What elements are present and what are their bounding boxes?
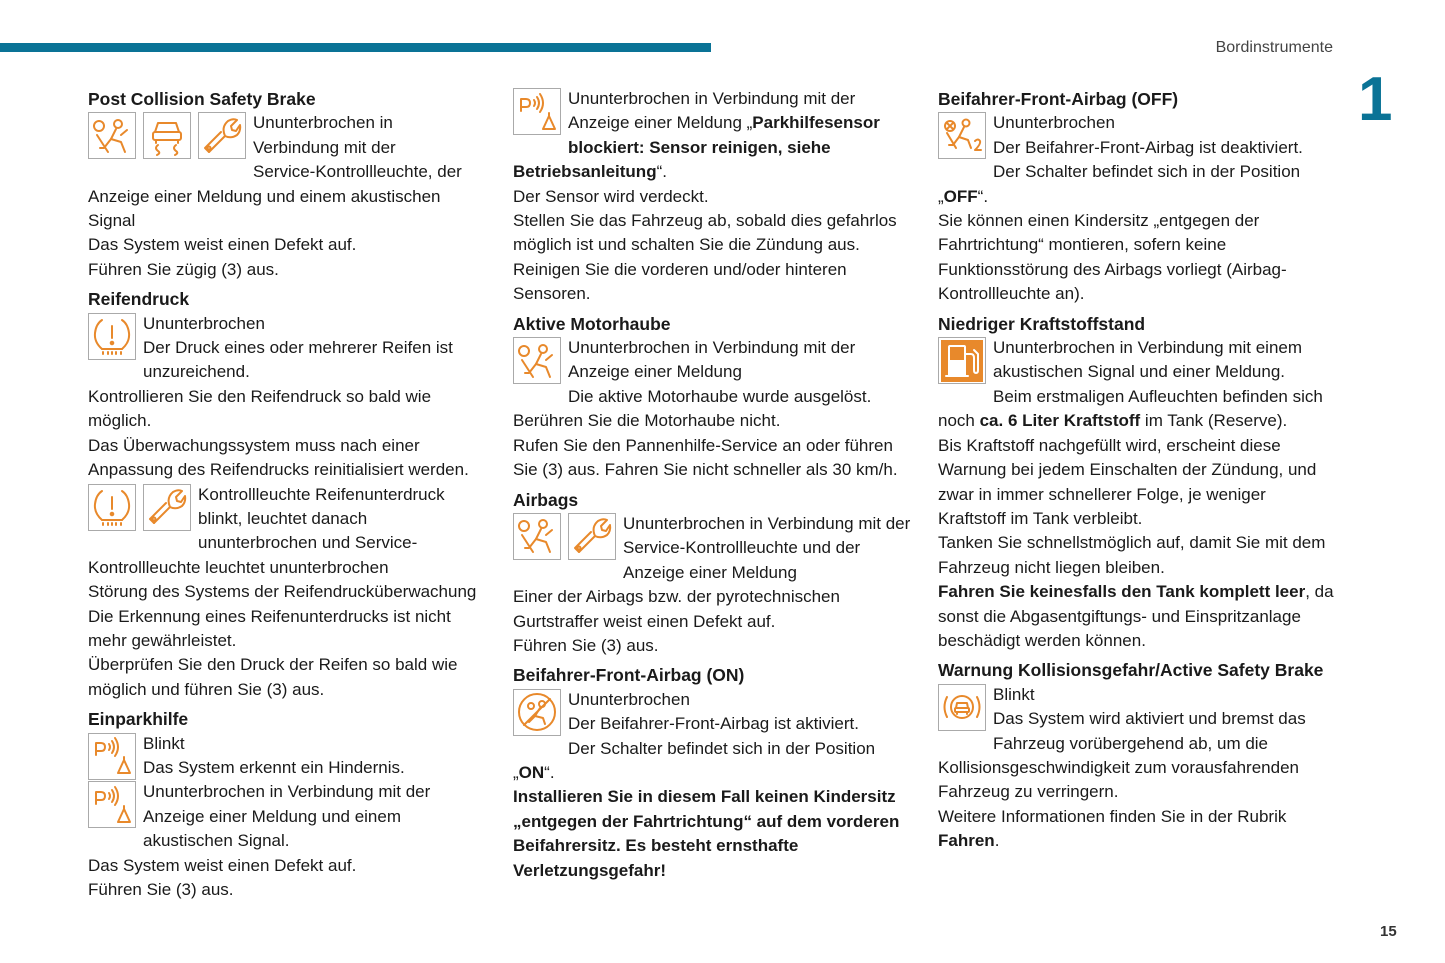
section-heading: Beifahrer-Front-Airbag (ON) [513,665,745,686]
section-body [513,87,913,307]
section-body [938,336,1338,653]
airbag-person-icon [513,337,561,384]
collision-warning-icon [938,684,986,731]
tire-pressure-icon [88,484,136,531]
section-body [88,111,488,282]
paragraph: Das Überwachungssystem muss nach einer Anpassung des Reifendrucks reinitialisiert werden. [88,435,469,480]
header-accent-bar [0,43,711,52]
section-heading: Aktive Motorhaube [513,313,671,334]
section-beifahrer-airbag-on [513,663,913,883]
column-2 [513,87,913,888]
section-heading: Beifahrer-Front-Airbag (OFF) [938,89,1179,109]
section-heading: Post Collision Safety Brake [88,89,316,109]
paragraph: Ununterbrochen [993,113,1115,133]
section-body [938,683,1338,854]
paragraph: Der Beifahrer-Front-Airbag ist deaktiviert. [993,137,1303,157]
icon-group [513,689,561,736]
icon-group [938,684,986,731]
paragraph: Berühren Sie die Motorhaube nicht. [513,411,781,431]
paragraph: Weitere Informationen finden Sie in der Rubrik Fahren. [938,806,1287,851]
paragraph: Der Druck eines oder mehrerer Reifen ist unzureichend. [143,338,453,382]
service-wrench-icon [568,513,616,560]
section-body [513,336,913,482]
icon-group [938,112,986,159]
paragraph: Ununterbrochen in Verbindung mit der Anzeige einer Meldung „Parkhilfesensor blockiert: Sensor reinigen, siehe Betriebsanleitung“. [513,89,880,182]
paragraph: Bis Kraftstoff nachgefüllt wird, erscheint diese Warnung bei jedem Einschalten der Zündung, und zwar in immer schnellerer Folge, je weniger Kraftstoff im Tank verbleibt. [938,435,1317,528]
paragraph: Tanken Sie schnellstmöglich auf, damit Sie mit dem Fahrzeug nicht liegen bleiben. [938,533,1326,577]
paragraph: Rufen Sie den Pannenhilfe-Service an oder führen Sie (3) aus. Fahren Sie nicht schneller als 30 km/h. [513,435,898,480]
paragraph: Das System wird aktiviert und bremst das Fahrzeug vorübergehend ab, um die Kollisionsgeschwindigkeit zum vorausfahrenden Fahrzeug zu verringern. [938,709,1306,802]
paragraph: Ununterbrochen in Verbindung mit der Anzeige einer Meldung [568,338,856,382]
icon-group [88,733,136,780]
icon-group [513,337,561,384]
chapter-number: 1 [1358,65,1393,134]
section-heading: Niedriger Kraftstoffstand [938,313,1146,334]
paragraph: Kontrollieren Sie den Reifendruck so bald wie möglich. [88,386,432,431]
page-number: 15 [1380,923,1397,940]
section-airbags [513,488,913,659]
paragraph: Die aktive Motorhaube wurde ausgelöst. [568,386,872,406]
paragraph: Das System weist einen Defekt auf. [88,235,357,255]
paragraph: Einer der Airbags bzw. der pyrotechnischen Gurtstraffer weist einen Defekt auf. [513,587,840,631]
tire-pressure-icon [88,313,136,360]
paragraph: Überprüfen Sie den Druck der Reifen so bald wie möglich und führen Sie (3) aus. [88,655,458,699]
icon-group [88,484,191,531]
warning-paragraph: Installieren Sie in diesem Fall keinen Kindersitz „entgegen der Fahrtrichtung“ auf dem vorderen Beifahrersitz. Es besteht ernsthafte Verletzungsgefahr! [513,787,900,880]
section-reifendruck [88,287,488,702]
section-heading: Reifendruck [88,289,190,310]
paragraph: Die Erkennung eines Reifenunterdrucks ist nicht mehr gewährleistet. [88,606,451,650]
paragraph: Der Sensor wird verdeckt. [513,186,709,206]
section-heading: Warnung Kollisionsgefahr/Active Safety Brake [938,660,1324,681]
paragraph: Führen Sie zügig (3) aus. [88,259,279,279]
car-skid-icon [143,112,191,159]
paragraph: Service-Kontrollleuchte, der Anzeige einer Meldung und einem akustischen Signal [88,162,462,231]
section-body [88,312,488,483]
section-beifahrer-airbag-off [938,87,1338,307]
section-body [88,780,488,902]
paragraph: Das System erkennt ein Hindernis. [143,757,405,777]
service-wrench-icon [198,112,246,159]
section-body [938,111,1338,306]
fuel-pump-icon [938,337,986,384]
section-heading: Airbags [513,489,579,510]
icon-group [88,112,246,159]
paragraph: Stellen Sie das Fahrzeug ab, sobald dies gefahrlos möglich ist und schalten Sie die Zündung aus. [513,211,897,255]
paragraph: Der Schalter befindet sich in der Position „OFF“. [938,162,1301,206]
paragraph: Sie können einen Kindersitz „entgegen der Fahrtrichtung“ montieren, sofern keine Funktionsstörung des Airbags vorliegt (Airbag-Kontrollleuchte an). [938,211,1287,304]
park-sensor-icon [88,781,136,828]
paragraph: Blinkt [993,684,1035,704]
passenger-airbag-off-icon [938,112,986,159]
section-title: Bordinstrumente [1215,39,1333,56]
paragraph: Ununterbrochen in Verbindung mit einem akustischen Signal und einer Meldung. [993,338,1303,382]
paragraph: Führen Sie (3) aus. [513,635,659,655]
section-body [513,688,913,883]
section-aktive-motorhaube [513,312,913,483]
park-sensor-icon [88,733,136,780]
service-wrench-icon [143,484,191,531]
paragraph: Das System weist einen Defekt auf. [88,855,357,875]
paragraph: Ununterbrochen [143,313,265,333]
paragraph: Reinigen Sie die vorderen und/oder hinteren Sensoren. [513,259,847,304]
paragraph: Beim erstmaligen Aufleuchten befinden sich noch ca. 6 Liter Kraftstoff im Tank (Reserve). [938,386,1323,431]
section-kollisionswarnung [938,658,1338,853]
paragraph: Ununterbrochen [568,689,690,709]
paragraph: Der Schalter befindet sich in der Position „ON“. [513,738,876,782]
paragraph: Führen Sie (3) aus. [88,880,234,899]
section-einparkhilfe [88,707,488,902]
paragraph: Ununterbrochen in Verbindung mit der Anzeige einer Meldung und einem akustischen Signal. [143,782,431,851]
icon-group [938,337,986,384]
section-body [88,483,488,703]
section-body [88,732,488,781]
paragraph: Ununterbrochen in [253,113,393,133]
section-parkhilfesensor [513,87,913,307]
paragraph: Kontrollleuchte Reifenunterdruck blinkt, leuchtet danach ununterbrochen und Service-Kontrollleuchte leuchtet ununterbrochen [88,484,445,577]
section-post-collision-safety-brake [88,87,488,282]
column-3 [938,87,1338,859]
icon-group [513,513,616,560]
airbag-person-icon [513,513,561,560]
paragraph: Störung des Systems der Reifendrucküberwachung [88,582,477,602]
section-heading: Einparkhilfe [88,709,189,730]
paragraph: Verbindung mit der [253,137,396,157]
icon-group [513,88,561,135]
paragraph: Blinkt [143,733,185,753]
section-niedriger-kraftstoffstand [938,312,1338,654]
passenger-airbag-on-icon [513,689,561,736]
park-sensor-icon [513,88,561,135]
paragraph: Ununterbrochen in Verbindung mit der Service-Kontrollleuchte und der Anzeige einer Meldung [623,513,911,582]
airbag-person-icon [88,112,136,159]
icon-group [88,781,136,828]
column-1 [88,87,488,907]
paragraph: Fahren Sie keinesfalls den Tank komplett leer, da sonst die Abgasentgiftungs- und Einspritzanlage beschädigt werden können. [938,582,1334,650]
section-body [513,512,913,658]
paragraph: Der Beifahrer-Front-Airbag ist aktiviert. [568,714,859,734]
icon-group [88,313,136,360]
